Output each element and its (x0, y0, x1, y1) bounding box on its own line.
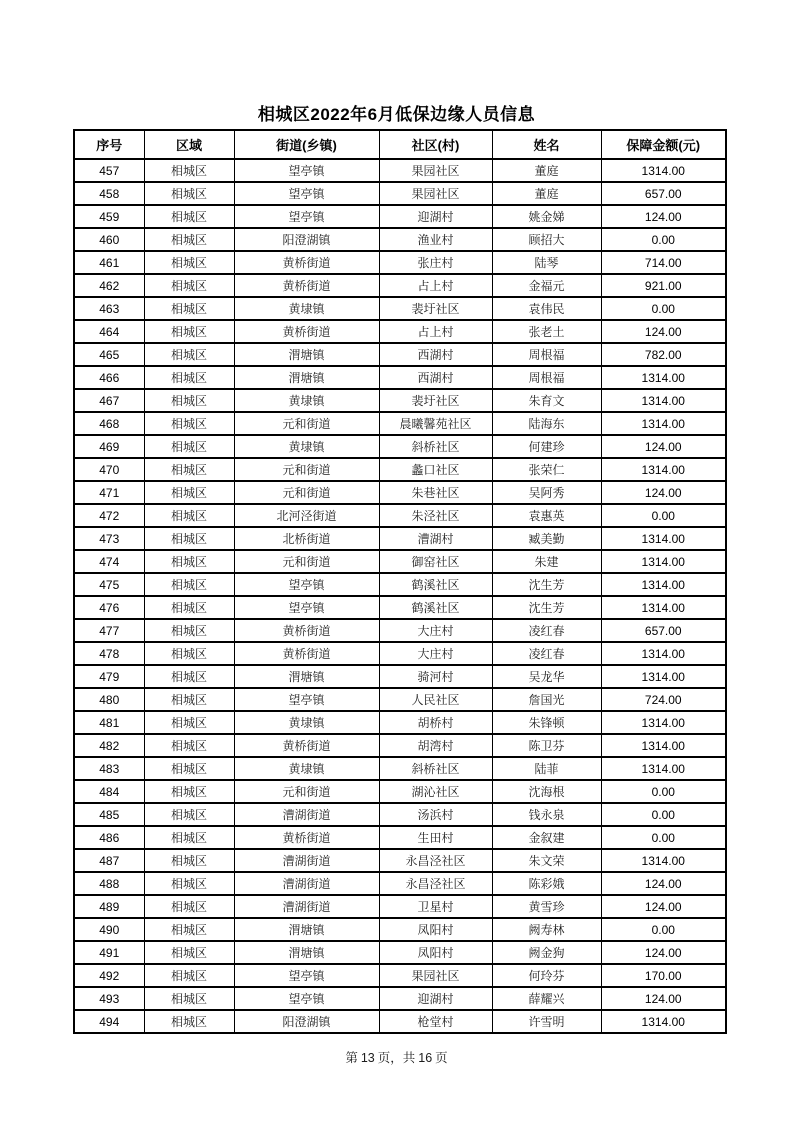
cell-district: 相城区 (144, 481, 234, 504)
table-row (74, 297, 726, 320)
cell-name: 何建珍 (492, 435, 601, 458)
cell-community: 鹤溪社区 (379, 596, 492, 619)
cell-district: 相城区 (144, 389, 234, 412)
table-row (74, 205, 726, 228)
cell-community: 胡湾村 (379, 734, 492, 757)
cell-index: 467 (74, 389, 144, 412)
table-row (74, 320, 726, 343)
cell-amount: 0.00 (601, 504, 726, 527)
cell-community: 凤阳村 (379, 941, 492, 964)
table-row (74, 688, 726, 711)
cell-name: 钱永泉 (492, 803, 601, 826)
cell-district: 相城区 (144, 228, 234, 251)
cell-district: 相城区 (144, 964, 234, 987)
cell-amount: 1314.00 (601, 573, 726, 596)
cell-name: 沈海根 (492, 780, 601, 803)
header-community: 社区(村) (379, 130, 492, 159)
cell-amount: 1314.00 (601, 734, 726, 757)
cell-street: 渭塘镇 (234, 665, 379, 688)
cell-community: 生田村 (379, 826, 492, 849)
table-row (74, 941, 726, 964)
cell-community: 晨曦馨苑社区 (379, 412, 492, 435)
cell-street: 漕湖街道 (234, 849, 379, 872)
cell-community: 卫星村 (379, 895, 492, 918)
cell-index: 489 (74, 895, 144, 918)
cell-street: 阳澄湖镇 (234, 1010, 379, 1033)
cell-street: 渭塘镇 (234, 343, 379, 366)
cell-name: 袁惠英 (492, 504, 601, 527)
cell-street: 黄桥街道 (234, 619, 379, 642)
cell-community: 果园社区 (379, 964, 492, 987)
cell-index: 477 (74, 619, 144, 642)
cell-index: 476 (74, 596, 144, 619)
cell-amount: 1314.00 (601, 1010, 726, 1033)
cell-district: 相城区 (144, 780, 234, 803)
cell-community: 西湖村 (379, 343, 492, 366)
cell-amount: 0.00 (601, 228, 726, 251)
cell-district: 相城区 (144, 458, 234, 481)
cell-district: 相城区 (144, 527, 234, 550)
cell-street: 黄埭镇 (234, 297, 379, 320)
cell-name: 陆菲 (492, 757, 601, 780)
cell-district: 相城区 (144, 895, 234, 918)
cell-street: 黄桥街道 (234, 826, 379, 849)
cell-name: 朱锋顿 (492, 711, 601, 734)
cell-name: 沈生芳 (492, 573, 601, 596)
cell-name: 周根福 (492, 343, 601, 366)
cell-district: 相城区 (144, 435, 234, 458)
page-title: 相城区2022年6月低保边缘人员信息 (257, 105, 536, 124)
table-row (74, 412, 726, 435)
footer-suffix: 页 (435, 1051, 448, 1065)
cell-community: 裴圩社区 (379, 297, 492, 320)
cell-community: 朱巷社区 (379, 481, 492, 504)
cell-index: 485 (74, 803, 144, 826)
cell-amount: 1314.00 (601, 665, 726, 688)
cell-name: 袁伟民 (492, 297, 601, 320)
cell-street: 望亭镇 (234, 159, 379, 182)
cell-index: 459 (74, 205, 144, 228)
table-row (74, 964, 726, 987)
cell-amount: 170.00 (601, 964, 726, 987)
cell-district: 相城区 (144, 711, 234, 734)
cell-index: 488 (74, 872, 144, 895)
cell-amount: 1314.00 (601, 527, 726, 550)
cell-index: 478 (74, 642, 144, 665)
cell-amount: 1314.00 (601, 159, 726, 182)
cell-index: 492 (74, 964, 144, 987)
cell-index: 494 (74, 1010, 144, 1033)
cell-amount: 0.00 (601, 918, 726, 941)
cell-amount: 1314.00 (601, 596, 726, 619)
cell-district: 相城区 (144, 596, 234, 619)
table-row (74, 504, 726, 527)
cell-community: 永昌泾社区 (379, 872, 492, 895)
cell-index: 493 (74, 987, 144, 1010)
cell-street: 元和街道 (234, 481, 379, 504)
table-row (74, 343, 726, 366)
header-district: 区域 (144, 130, 234, 159)
cell-amount: 124.00 (601, 435, 726, 458)
cell-community: 大庄村 (379, 619, 492, 642)
cell-index: 462 (74, 274, 144, 297)
cell-name: 吴阿秀 (492, 481, 601, 504)
cell-street: 元和街道 (234, 550, 379, 573)
table-header-row (74, 130, 726, 159)
cell-community: 湖沁社区 (379, 780, 492, 803)
cell-index: 490 (74, 918, 144, 941)
cell-street: 黄埭镇 (234, 389, 379, 412)
table-row (74, 734, 726, 757)
cell-community: 迎湖村 (379, 205, 492, 228)
cell-index: 479 (74, 665, 144, 688)
cell-index: 465 (74, 343, 144, 366)
table-row (74, 573, 726, 596)
cell-community: 凤阳村 (379, 918, 492, 941)
cell-street: 望亭镇 (234, 987, 379, 1010)
cell-community: 蠡口社区 (379, 458, 492, 481)
cell-district: 相城区 (144, 182, 234, 205)
cell-index: 460 (74, 228, 144, 251)
footer-total-pages: 16 (418, 1051, 433, 1065)
table-row (74, 665, 726, 688)
cell-community: 胡桥村 (379, 711, 492, 734)
cell-index: 487 (74, 849, 144, 872)
cell-district: 相城区 (144, 872, 234, 895)
cell-name: 顾招大 (492, 228, 601, 251)
cell-amount: 657.00 (601, 619, 726, 642)
cell-name: 詹国光 (492, 688, 601, 711)
cell-street: 渭塘镇 (234, 941, 379, 964)
cell-district: 相城区 (144, 688, 234, 711)
cell-district: 相城区 (144, 918, 234, 941)
cell-district: 相城区 (144, 734, 234, 757)
cell-amount: 1314.00 (601, 550, 726, 573)
cell-amount: 124.00 (601, 320, 726, 343)
cell-index: 483 (74, 757, 144, 780)
table-body (74, 159, 726, 1033)
cell-name: 姚金娣 (492, 205, 601, 228)
cell-community: 果园社区 (379, 159, 492, 182)
cell-name: 张老土 (492, 320, 601, 343)
cell-name: 陆海东 (492, 412, 601, 435)
table-row (74, 389, 726, 412)
footer-prefix: 第 (345, 1051, 358, 1065)
cell-community: 西湖村 (379, 366, 492, 389)
cell-index: 463 (74, 297, 144, 320)
header-amount: 保障金额(元) (601, 130, 726, 159)
cell-district: 相城区 (144, 642, 234, 665)
cell-street: 漕湖街道 (234, 895, 379, 918)
cell-street: 黄埭镇 (234, 711, 379, 734)
cell-name: 董庭 (492, 159, 601, 182)
cell-community: 御窑社区 (379, 550, 492, 573)
cell-name: 陈彩娥 (492, 872, 601, 895)
cell-district: 相城区 (144, 757, 234, 780)
cell-index: 468 (74, 412, 144, 435)
cell-amount: 124.00 (601, 872, 726, 895)
cell-name: 臧美勤 (492, 527, 601, 550)
cell-district: 相城区 (144, 826, 234, 849)
table-row (74, 872, 726, 895)
cell-street: 望亭镇 (234, 205, 379, 228)
cell-street: 黄埭镇 (234, 435, 379, 458)
cell-district: 相城区 (144, 251, 234, 274)
cell-district: 相城区 (144, 412, 234, 435)
cell-amount: 124.00 (601, 941, 726, 964)
cell-name: 凌红春 (492, 642, 601, 665)
cell-community: 永昌泾社区 (379, 849, 492, 872)
cell-index: 472 (74, 504, 144, 527)
cell-district: 相城区 (144, 274, 234, 297)
cell-district: 相城区 (144, 941, 234, 964)
cell-amount: 921.00 (601, 274, 726, 297)
cell-community: 人民社区 (379, 688, 492, 711)
cell-street: 阳澄湖镇 (234, 228, 379, 251)
cell-community: 张庄村 (379, 251, 492, 274)
cell-amount: 714.00 (601, 251, 726, 274)
cell-street: 望亭镇 (234, 573, 379, 596)
cell-index: 457 (74, 159, 144, 182)
cell-index: 470 (74, 458, 144, 481)
table-row (74, 849, 726, 872)
cell-amount: 0.00 (601, 297, 726, 320)
table-row (74, 803, 726, 826)
table-row (74, 366, 726, 389)
cell-amount: 124.00 (601, 895, 726, 918)
cell-street: 望亭镇 (234, 182, 379, 205)
cell-index: 458 (74, 182, 144, 205)
cell-street: 黄桥街道 (234, 642, 379, 665)
footer-page-number: 13 (360, 1051, 375, 1065)
table-row (74, 182, 726, 205)
cell-name: 朱建 (492, 550, 601, 573)
cell-street: 北河泾街道 (234, 504, 379, 527)
cell-community: 枪堂村 (379, 1010, 492, 1033)
cell-district: 相城区 (144, 504, 234, 527)
table-row (74, 550, 726, 573)
cell-index: 461 (74, 251, 144, 274)
cell-street: 望亭镇 (234, 964, 379, 987)
table-row (74, 251, 726, 274)
page-footer (0, 1048, 793, 1066)
cell-community: 斜桥社区 (379, 757, 492, 780)
cell-name: 沈生芳 (492, 596, 601, 619)
cell-community: 大庄村 (379, 642, 492, 665)
cell-name: 薛耀兴 (492, 987, 601, 1010)
cell-name: 许雪明 (492, 1010, 601, 1033)
footer-middle: 页，共 (377, 1051, 416, 1065)
cell-district: 相城区 (144, 343, 234, 366)
cell-index: 491 (74, 941, 144, 964)
cell-street: 漕湖街道 (234, 803, 379, 826)
cell-street: 漕湖街道 (234, 872, 379, 895)
table-row (74, 780, 726, 803)
cell-index: 475 (74, 573, 144, 596)
cell-name: 金叙建 (492, 826, 601, 849)
cell-amount: 1314.00 (601, 366, 726, 389)
cell-street: 黄桥街道 (234, 274, 379, 297)
cell-amount: 0.00 (601, 803, 726, 826)
cell-amount: 1314.00 (601, 412, 726, 435)
cell-district: 相城区 (144, 1010, 234, 1033)
table-row (74, 527, 726, 550)
cell-name: 黄雪珍 (492, 895, 601, 918)
cell-street: 黄桥街道 (234, 734, 379, 757)
table-row (74, 458, 726, 481)
cell-street: 北桥街道 (234, 527, 379, 550)
cell-amount: 124.00 (601, 987, 726, 1010)
cell-index: 484 (74, 780, 144, 803)
table-row (74, 757, 726, 780)
cell-amount: 1314.00 (601, 711, 726, 734)
cell-index: 482 (74, 734, 144, 757)
cell-name: 董庭 (492, 182, 601, 205)
table-row (74, 596, 726, 619)
cell-name: 张荣仁 (492, 458, 601, 481)
cell-name: 吴龙华 (492, 665, 601, 688)
cell-index: 473 (74, 527, 144, 550)
cell-amount: 782.00 (601, 343, 726, 366)
header-street: 街道(乡镇) (234, 130, 379, 159)
benefit-table (73, 129, 727, 1034)
cell-community: 骑河村 (379, 665, 492, 688)
cell-community: 渔业村 (379, 228, 492, 251)
cell-community: 占上村 (379, 320, 492, 343)
cell-district: 相城区 (144, 665, 234, 688)
cell-street: 望亭镇 (234, 688, 379, 711)
cell-amount: 0.00 (601, 826, 726, 849)
cell-district: 相城区 (144, 297, 234, 320)
table-row (74, 228, 726, 251)
header-name: 姓名 (492, 130, 601, 159)
cell-name: 阙寿林 (492, 918, 601, 941)
cell-amount: 1314.00 (601, 389, 726, 412)
table-row (74, 895, 726, 918)
cell-community: 果园社区 (379, 182, 492, 205)
cell-amount: 657.00 (601, 182, 726, 205)
cell-community: 斜桥社区 (379, 435, 492, 458)
cell-index: 474 (74, 550, 144, 573)
cell-district: 相城区 (144, 320, 234, 343)
table-row (74, 481, 726, 504)
cell-community: 朱泾社区 (379, 504, 492, 527)
cell-community: 裴圩社区 (379, 389, 492, 412)
cell-name: 陈卫芬 (492, 734, 601, 757)
cell-community: 漕湖村 (379, 527, 492, 550)
cell-district: 相城区 (144, 205, 234, 228)
cell-index: 471 (74, 481, 144, 504)
cell-name: 朱育文 (492, 389, 601, 412)
cell-amount: 1314.00 (601, 458, 726, 481)
cell-amount: 1314.00 (601, 757, 726, 780)
cell-name: 阙金狗 (492, 941, 601, 964)
cell-community: 迎湖村 (379, 987, 492, 1010)
cell-street: 黄桥街道 (234, 320, 379, 343)
table-row (74, 642, 726, 665)
table-row (74, 159, 726, 182)
cell-amount: 124.00 (601, 205, 726, 228)
cell-amount: 724.00 (601, 688, 726, 711)
cell-name: 周根福 (492, 366, 601, 389)
table-row (74, 711, 726, 734)
cell-amount: 1314.00 (601, 849, 726, 872)
table-row (74, 1010, 726, 1033)
cell-name: 何玲芬 (492, 964, 601, 987)
cell-district: 相城区 (144, 987, 234, 1010)
cell-amount: 124.00 (601, 481, 726, 504)
cell-district: 相城区 (144, 159, 234, 182)
cell-index: 466 (74, 366, 144, 389)
table-row (74, 987, 726, 1010)
cell-district: 相城区 (144, 803, 234, 826)
header-index: 序号 (74, 130, 144, 159)
cell-index: 481 (74, 711, 144, 734)
cell-name: 陆琴 (492, 251, 601, 274)
cell-index: 464 (74, 320, 144, 343)
cell-street: 望亭镇 (234, 596, 379, 619)
cell-street: 元和街道 (234, 780, 379, 803)
cell-street: 黄桥街道 (234, 251, 379, 274)
cell-district: 相城区 (144, 550, 234, 573)
cell-district: 相城区 (144, 366, 234, 389)
cell-street: 渭塘镇 (234, 918, 379, 941)
cell-index: 486 (74, 826, 144, 849)
cell-street: 元和街道 (234, 458, 379, 481)
table-row (74, 274, 726, 297)
table-row (74, 619, 726, 642)
table-row (74, 918, 726, 941)
cell-street: 元和街道 (234, 412, 379, 435)
cell-name: 凌红春 (492, 619, 601, 642)
cell-district: 相城区 (144, 619, 234, 642)
cell-name: 朱文荣 (492, 849, 601, 872)
cell-community: 鹤溪社区 (379, 573, 492, 596)
cell-street: 黄埭镇 (234, 757, 379, 780)
cell-district: 相城区 (144, 573, 234, 596)
cell-amount: 1314.00 (601, 642, 726, 665)
cell-index: 480 (74, 688, 144, 711)
cell-index: 469 (74, 435, 144, 458)
cell-community: 汤浜村 (379, 803, 492, 826)
table-row (74, 826, 726, 849)
table-row (74, 435, 726, 458)
cell-district: 相城区 (144, 849, 234, 872)
cell-amount: 0.00 (601, 780, 726, 803)
cell-community: 占上村 (379, 274, 492, 297)
cell-name: 金福元 (492, 274, 601, 297)
cell-street: 渭塘镇 (234, 366, 379, 389)
